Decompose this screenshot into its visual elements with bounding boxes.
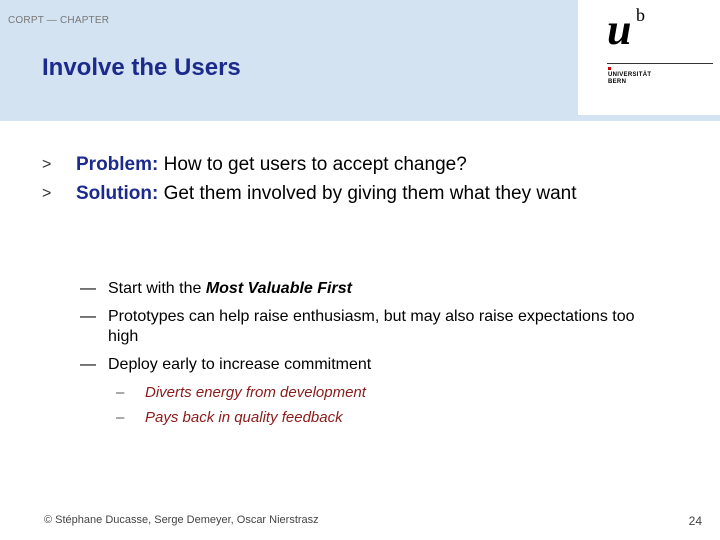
sub-bullets [80,279,660,383]
footer-copyright: © Stéphane Ducasse, Serge Demeyer, Oscar Nierstrasz [44,514,319,526]
slide-title: Involve the Users [42,54,241,81]
logo-line2: BERN [608,79,627,85]
logo-b: b [636,5,645,25]
logo-area [578,0,720,115]
logo-u: u [607,5,632,54]
sub-bullet-emphasis: Most Valuable First [205,280,352,297]
bullet-text: How to get users to accept change? [158,154,467,175]
logo-line1: UNIVERSITÄT [608,72,652,78]
sub-bullet-text: Start with the [108,280,206,297]
sub-sub-bullet-text: Diverts energy from development [145,384,366,401]
bullet-problem [40,152,680,177]
bullet-text: Get them involved by giving them what they want [158,183,577,204]
breadcrumb: CORPT — CHAPTER [8,15,110,26]
sub-bullet [80,307,660,347]
bullet-lead: Problem: [76,154,159,175]
logo-mark [608,67,611,70]
sub-bullet-marker: — [80,280,96,297]
sub-bullet-text: Prototypes can help raise enthusiasm, but may also raise expectations too high [108,308,635,345]
bullet-marker: > [42,185,52,202]
logo-rule [607,63,713,64]
logo-text [608,72,651,86]
header-strip [0,115,720,121]
bullet-solution [40,181,680,206]
sub-bullet-marker: — [80,308,96,325]
bullet-marker: > [42,156,52,173]
page-number: 24 [688,514,702,528]
sub-sub-bullets [116,383,366,433]
sub-sub-bullet [116,408,366,428]
sub-sub-bullet [116,383,366,403]
sub-bullet [80,279,660,299]
sub-bullet-marker: — [80,356,96,373]
sub-bullet-text: Deploy early to increase commitment [108,356,372,373]
main-bullets [40,152,680,210]
sub-sub-bullet-marker: – [116,409,125,426]
bullet-lead: Solution: [76,183,159,204]
sub-sub-bullet-text: Pays back in quality feedback [145,409,343,426]
sub-sub-bullet-marker: – [116,384,125,401]
sub-bullet [80,355,660,375]
